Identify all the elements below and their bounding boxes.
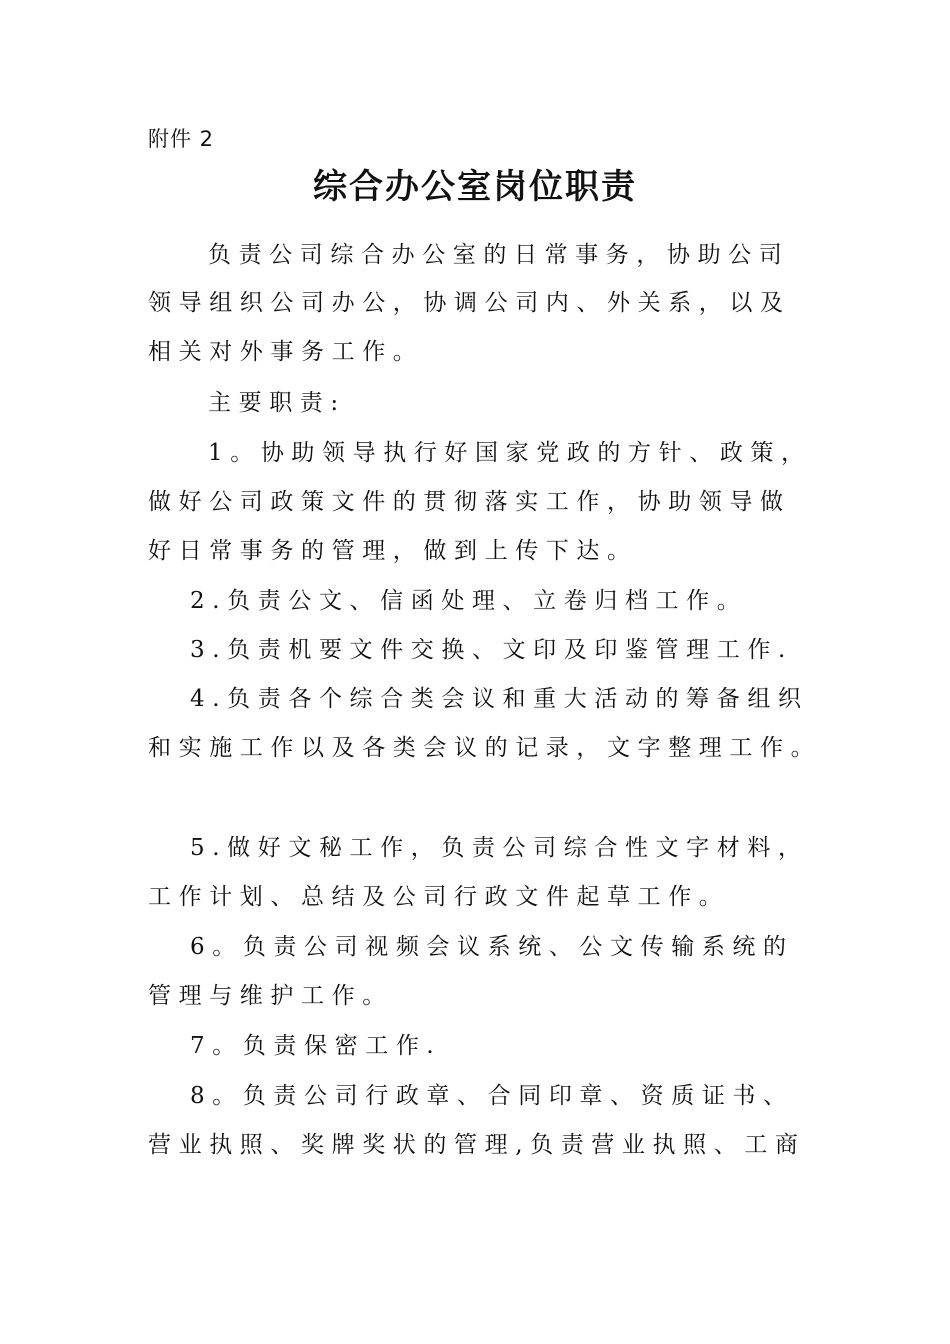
attachment-label: 附件 2 [148, 127, 215, 151]
body-line: 负责公司综合办公室的日常事务，协助公司 [208, 242, 790, 268]
body-line: 5.做好文秘工作，负责公司综合性文字材料， [190, 835, 809, 861]
body-line: 3.负责机要文件交换、文印及印鉴管理工作. [190, 637, 793, 663]
body-line: 1。协助领导执行好国家党政的方针、政策， [208, 440, 812, 466]
page-title: 综合办公室岗位职责 [313, 167, 637, 207]
body-line: 4.负责各个综合类会议和重大活动的筹备组织 [190, 686, 809, 712]
section-heading: 主要职责: [208, 390, 346, 416]
body-line: 营业执照、奖牌奖状的管理,负责营业执照、工商 [148, 1132, 806, 1158]
body-line: 领导组织公司办公，协调公司内、外关系，以及 [148, 290, 791, 316]
body-line: 相关对外事务工作。 [148, 339, 424, 365]
body-line: 好日常事务的管理，做到上传下达。 [148, 538, 638, 564]
body-line: 2.负责公文、信函处理、立卷归档工作。 [190, 588, 748, 614]
body-line: 6。负责公司视频会议系统、公文传输系统的 [190, 934, 794, 960]
body-line: 8。负责公司行政章、合同印章、资质证书、 [190, 1083, 794, 1109]
body-line: 工作计划、总结及公司行政文件起草工作。 [148, 884, 730, 910]
body-line: 管理与维护工作。 [148, 983, 393, 1009]
body-line: 和实施工作以及各类会议的记录，文字整理工作。 [148, 735, 822, 761]
body-line: 7。负责保密工作. [190, 1033, 442, 1059]
body-line: 做好公司政策文件的贯彻落实工作，协助领导做 [148, 489, 791, 515]
